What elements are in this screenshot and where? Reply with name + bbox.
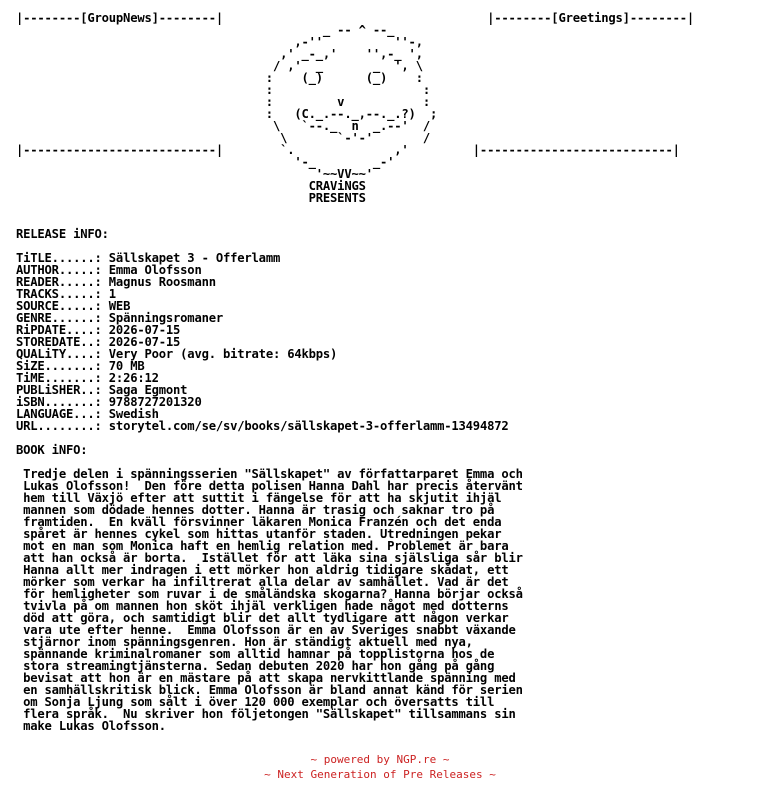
field-value: WEB [108,299,131,313]
art-line: : v : [16,95,430,109]
field-value: Magnus Roosmann [108,275,216,289]
tagline: ~ Next Generation of Pre Releases ~ [264,768,496,781]
field-label: QUALiTY....: [16,347,109,361]
description-line: mot en man som Monica haft en hemlig relation med. Problemet är bara [16,539,509,553]
field-value: 9788727201320 [108,395,202,409]
art-line: '-_ _-' [16,155,395,169]
description-line: stora streamingtjänsterna. Sedan debuten 2020 har hon gång på gång [16,659,495,673]
field-value: Very Poor (avg. bitrate: 64kbps) [108,347,338,361]
description-line: en samhällskritisk blick. Emma Olofsson är bland annat känd för serien [16,683,523,697]
art-line: \ `--._ n _.--' / [16,119,430,133]
field-value: 2026-07-15 [108,335,181,349]
description-line: Tredje delen i spänningsserien "Sällskapet" av författarparet Emma och [16,467,523,481]
art-line: : (_) (_) : [16,71,423,85]
field-label: TRACKS.....: [16,287,109,301]
art-line: _ -- ^ --_ [16,23,395,37]
ngp-link[interactable]: NGP.re [396,753,437,766]
field-label: AUTHOR.....: [16,263,109,277]
art-line: : : [16,83,430,97]
art-line: '~~VV~~' [16,167,373,181]
book-info-heading: BOOK iNFO: [16,443,88,457]
art-line: \ `-'-' / [16,131,430,145]
field-url [16,420,694,432]
description-line: vara ute efter henne. Emma Olofsson är en av Sveriges snabbt växande [16,623,516,637]
description-line: om Sonja Ljung som sålt i över 120 000 exemplar och översatts till [16,695,495,709]
field-label: URL........: [16,419,109,433]
powered-by-suffix: ~ [436,753,450,766]
group-name: CRAViNGS [16,179,366,193]
description-line: spännande kriminalromaner som alltid hamnar på topplistorna hos de [16,647,495,661]
field-label: TiME.......: [16,371,109,385]
field-value: Spänningsromaner [108,311,223,325]
art-line: ,' _-_,' '',-_ ', [16,47,423,61]
description-line: att han också är borta. Istället för att läka sina själsliga sår blir [16,551,523,565]
art-line: / ,' _ _ ', \ [16,59,423,73]
description-line: flera språk. Nu skriver hon följetongen "Sällskapet" tillsammans sin [16,707,516,721]
description-line: död att göra, och samtidigt blir det allt tydligare att någon verkar [16,611,509,625]
field-value: 2026-07-15 [108,323,181,337]
description-line: bevisat att hon är en mästare på att skapa nervkittlande spänning med [16,671,516,685]
field-value: 70 MB [108,359,145,373]
field-label: iSBN.......: [16,395,109,409]
field-value: storytel.com/se/sv/books/sällskapet-3-offerlamm-13494872 [108,419,509,433]
art-line: |---------------------------| `. ,' |---------------------------| [16,143,680,157]
field-label: RiPDATE....: [16,323,109,337]
field-reader [16,276,694,288]
art-line: : (C._.--._,--._.?) ; [16,107,438,121]
field-label: LANGUAGE...: [16,407,109,421]
field-value: 1 [108,287,116,301]
powered-by-text: ~ powered by [310,753,397,766]
field-value: Emma Olofsson [108,263,202,277]
art-line: |--------[GroupNews]--------| |--------[Greetings]--------| [16,11,695,25]
field-value: 2:26:12 [108,371,159,385]
field-label: SOURCE.....: [16,299,109,313]
description-line: spåret är hennes cykel som hittas utanför staden. Utredningen pekar [16,527,502,541]
description-line: stjärnor inom spänningsgenren. Hon är ständigt aktuell med nya, [16,635,473,649]
field-value: Saga Egmont [108,383,188,397]
field-value: Swedish [108,407,159,421]
description-line: make Lukas Olofsson. [16,719,166,733]
description-line: Lukas Olofsson! Den före detta polisen Hanna Dahl har precis återvänt [16,479,523,493]
footer [0,752,760,782]
nfo-document [16,0,694,732]
field-label: SiZE.......: [16,359,109,373]
description-line: mörker som verkar ha infiltrerat alla delar av samhället. Vad är det [16,575,509,589]
field-label: PUBLiSHER..: [16,383,109,397]
field-label: READER.....: [16,275,109,289]
description-line: för hemligheter som ruvar i de småländska skogarna? Hanna börjar också [16,587,523,601]
presents-label: PRESENTS [16,191,366,205]
field-label: GENRE......: [16,311,109,325]
description-line: framtiden. En kväll försvinner läkaren Monica Franzén och det enda [16,515,502,529]
description-line: mannen som dödade hennes dotter. Hanna är trasig och saknar tro på [16,503,495,517]
field-label: STOREDATE..: [16,335,109,349]
powered-by-line [0,752,760,767]
release-info-heading: RELEASE iNFO: [16,227,109,241]
description-line: tvivla på om mannen hon sköt ihjäl verkligen hade något med dotterns [16,599,509,613]
description-line: hem till Växjö efter att suttit i fängelse för att ha skjutit ihjäl [16,491,502,505]
description-line: Hanna allt mer indragen i ett mörker hon aldrig tidigare skådat, ett [16,563,509,577]
field-label: TiTLE......: [16,251,109,265]
field-value: Sällskapet 3 - Offerlamm [108,251,281,265]
art-line: ,-'' ''-, [16,35,423,49]
